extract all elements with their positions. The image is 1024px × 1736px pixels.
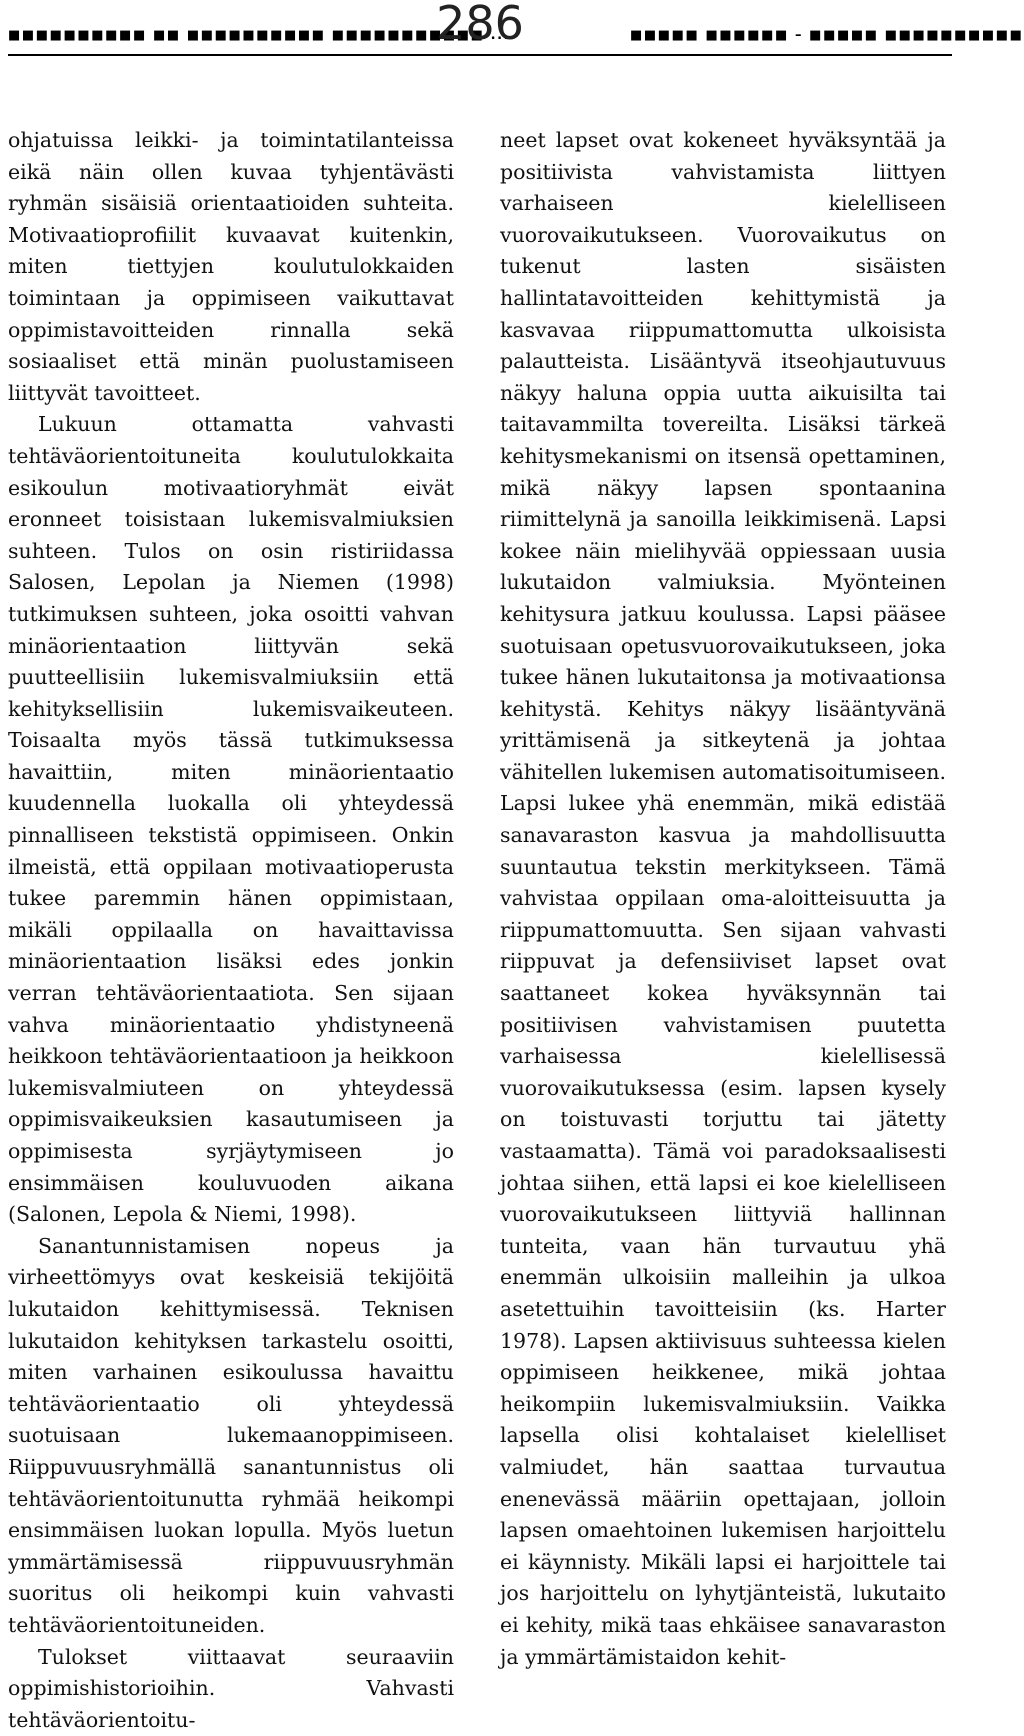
running-header-right: ■■■■■ ■■■■■■ – ■■■■■ ■■■■■■■■■■ xyxy=(630,28,955,43)
text-column-right xyxy=(500,125,946,1673)
paragraph: Lukuun ottamatta vahvasti tehtäväorientoituneita koulutulokkaita esikoulun motivaatioryhmät eivät eronneet toisistaan lukemisvalmiuksien suhteen. Tulos on osin ristiriidassa Salosen, Lepolan ja Niemen (1998) tutkimuksen suhteen, joka osoitti vahvan minäorientaation liittyvän sekä puutteellisiin lukemisvalmiuksiin että kehityksellisiin lukemisvaikeuteen. Toisaalta myös tässä tutkimuksessa havaittiin, miten minäorientaatio kuudennella luokalla oli yhteydessä pinnalliseen tekstistä oppimiseen. Onkin ilmeistä, että oppilaan motivaatioperusta tukee paremmin hänen oppimistaan, mikäli oppilaalla on havaittavissa minäorientaation lisäksi edes jonkin verran tehtäväorientaatiota. Sen sijaan vahva minäorientaatio yhdistyneenä heikkoon tehtäväorientaatioon ja heikkoon lukemisvalmiuteen on yhteydessä oppimisvaikeuksien kasautumiseen ja oppimisesta syrjäytymiseen jo ensimmäisen kouluvuoden aikana (Salonen, Lepola & Niemi, 1998). xyxy=(8,409,454,1230)
header-rule xyxy=(8,54,952,56)
paragraph: ohjatuissa leikki- ja toimintatilanteissa eikä näin ollen kuvaa tyhjentävästi ryhmän sisäisiä orientaatioiden suhteita. Motivaatioprofiilit kuvaavat kuitenkin, miten tiettyjen koulutulokkaiden toimintaan ja oppimiseen vaikuttavat oppimistavoitteiden rinnalla sekä sosiaaliset että minän puolustamiseen liittyvät tavoitteet. xyxy=(8,125,454,409)
paragraph: Tulokset viittaavat seuraaviin oppimishistorioihin. Vahvasti tehtäväorientoitu- xyxy=(8,1642,454,1736)
paragraph: Sanantunnistamisen nopeus ja virheettömyys ovat keskeisiä tekijöitä lukutaidon kehittymisessä. Teknisen lukutaidon kehityksen tarkastelu osoitti, miten varhainen esikoulussa havaittu tehtäväorientaatio oli yhteydessä suotuisaan lukemaanoppimiseen. Riippuvuusryhmällä sanantunnistus oli tehtäväorientoitunutta ryhmää heikompi ensimmäisen luokan lopulla. Myös luetun ymmärtämisessä riippuvuusryhmän suoritus oli heikompi kuin vahvasti tehtäväorientoituneiden. xyxy=(8,1231,454,1642)
running-header-left: ■■■■■■■■■■ ■■ ■■■■■■■■■■ ■■■■■■■■■■■ ... xyxy=(8,28,428,43)
text-column-left xyxy=(8,125,454,1736)
page-header xyxy=(0,0,960,55)
page-number: 286 xyxy=(430,0,530,50)
paragraph: neet lapset ovat kokeneet hyväksyntää ja positiivista vahvistamista liittyen varhaiseen kielelliseen vuorovaikutukseen. Vuorovaikutus on tukenut lasten sisäisten hallintatavoitteiden kehittymistä ja kasvavaa riippumattomutta ulkoisista palautteista. Lisääntyvä itseohjautuvuus näkyy haluna oppia uutta aikuisilta tai taitavammilta tovereilta. Lisäksi tärkeä kehitysmekanismi on itsensä opettaminen, mikä näkyy lapsen spontaanina riimittelynä ja sanoilla leikkimisenä. Lapsi kokee näin mielihyvää oppiessaan uusia lukutaidon valmiuksia. Myönteinen kehitysura jatkuu koulussa. Lapsi pääsee suotuisaan opetusvuorovaikutukseen, joka tukee hänen lukutaitonsa ja motivaationsa kehitystä. Kehitys näkyy lisääntyvänä yrittämisenä ja sitkeytenä ja johtaa vähitellen lukemisen automatisoitumiseen. Lapsi lukee yhä enemmän, mikä edistää sanavaraston kasvua ja mahdollisuutta suuntautua tekstin merkitykseen. Tämä vahvistaa oppilaan oma-aloitteisuutta ja riippumattomuutta. Sen sijaan vahvasti riippuvat ja defensiiviset lapset ovat saattaneet kokea hyväksynnän tai positiivisen vahvistamisen puutetta varhaisessa kielellisessä vuorovaikutuksessa (esim. lapsen kysely on toistuvasti torjuttu tai jätetty vastaamatta). Tämä voi paradoksaalisesti johtaa siihen, että lapsi ei koe kielelliseen vuorovaikutukseen liittyviä hallinnan tunteita, vaan hän turvautuu yhä enemmän ulkoisiin malleihin ja ulkoa asetettuihin tavoitteisiin (ks. Harter 1978). Lapsen aktiivisuus suhteessa kielen oppimiseen heikkenee, mikä johtaa heikompiin lukemisvalmiuksiin. Vaikka lapsella olisi kohtalaiset kielelliset valmiudet, hän saattaa turvautua enenevässä määriin opettajaan, jolloin lapsen omaehtoinen lukemisen harjoittelu ei käynnisty. Mikäli lapsi ei harjoittele tai jos harjoittelu on lyhytjänteistä, lukutaito ei kehity, mikä taas ehkäisee sanavaraston ja ymmärtämistaidon kehit- xyxy=(500,125,946,1673)
